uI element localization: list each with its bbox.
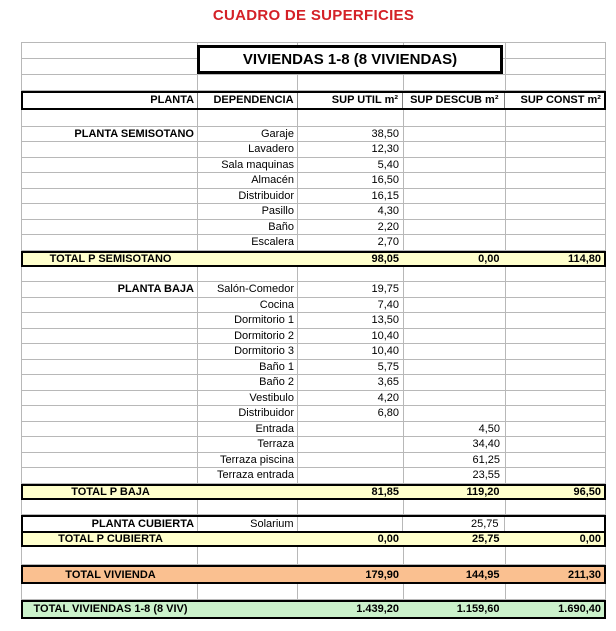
planta-cell [22, 142, 198, 157]
sup-const-cell [506, 127, 606, 142]
header-dependencia: DEPENDENCIA [198, 93, 297, 108]
sup-util-cell: 12,30 [298, 142, 404, 157]
spacer-row [21, 584, 606, 600]
planta-cell [22, 360, 198, 375]
sup-const-cell [506, 204, 606, 219]
sup-const-cell [506, 110, 606, 126]
spacer-row [21, 75, 606, 91]
header-planta: PLANTA [23, 93, 198, 108]
sup-util-cell [298, 468, 404, 483]
sup-descub-cell: 25,75 [471, 533, 500, 545]
group-header-box [197, 45, 503, 74]
planta-cell [22, 313, 198, 328]
table-row [21, 515, 606, 531]
sup-util-cell: 2,20 [298, 220, 404, 235]
dependencia-cell: Distribuidor [198, 406, 298, 421]
sup-descub-cell: 34,40 [404, 437, 506, 452]
dependencia-cell: Dormitorio 3 [198, 344, 298, 359]
sup-const-cell [505, 517, 604, 531]
sup-util-cell: 16,15 [298, 189, 404, 204]
sup-descub-cell [404, 220, 506, 235]
sup-descub-cell [404, 173, 506, 188]
sup-const-cell: 211,30 [567, 568, 601, 581]
sup-const-cell [506, 173, 606, 188]
planta-cell: PLANTA CUBIERTA [23, 517, 198, 531]
sup-util-cell [298, 110, 404, 126]
sup-util-cell: 10,40 [298, 329, 404, 344]
planta-cell [22, 329, 198, 344]
sup-util-cell: 4,20 [298, 391, 404, 406]
planta-cell [22, 344, 198, 359]
header-sup-descub: SUP DESCUB m² [403, 93, 504, 108]
sup-const-cell: 114,80 [567, 252, 601, 265]
sup-descub-cell [404, 142, 506, 157]
sup-const-cell [506, 406, 606, 421]
sup-descub-cell: 0,00 [478, 252, 500, 265]
table-row [21, 204, 606, 220]
sup-util-cell [298, 422, 404, 437]
sup-const-cell [506, 468, 606, 483]
planta-cell [22, 110, 198, 126]
sup-util-cell [298, 584, 404, 599]
dependencia-cell: Vestibulo [198, 391, 298, 406]
dependencia-cell: Lavadero [198, 142, 298, 157]
dependencia-cell [198, 253, 297, 265]
table-row [21, 142, 606, 158]
sup-const-cell [506, 344, 606, 359]
table-row [21, 173, 606, 189]
sup-util-cell [298, 500, 404, 515]
table-row [21, 344, 606, 360]
table-row [21, 360, 606, 376]
dependencia-cell [198, 602, 297, 617]
group-header-label: VIVIENDAS 1-8 (8 VIVIENDAS) [242, 51, 458, 68]
sup-util-cell: 7,40 [298, 298, 404, 313]
dependencia-cell: Salón-Comedor [198, 282, 298, 297]
sup-const-cell [506, 313, 606, 328]
planta-cell [22, 422, 198, 437]
sup-descub-cell [404, 584, 506, 599]
dependencia-cell [198, 267, 298, 282]
table-row [21, 298, 606, 314]
page-title: CUADRO DE SUPERFICIES [212, 7, 415, 24]
sup-util-cell [298, 453, 404, 468]
sup-util-cell: 3,65 [298, 375, 404, 390]
dependencia-cell: Escalera [198, 235, 298, 250]
sup-const-cell [506, 298, 606, 313]
dependencia-cell [198, 533, 297, 545]
spacer-row [21, 267, 606, 283]
planta-cell [22, 375, 198, 390]
table-row [21, 235, 606, 251]
sup-const-cell: 1.690,40 [558, 603, 601, 615]
sup-const-cell [506, 584, 606, 599]
total-row [21, 600, 606, 619]
sup-descub-cell: 1.159,60 [456, 603, 500, 615]
dependencia-cell [198, 567, 297, 582]
sup-descub-cell [404, 267, 506, 282]
sup-const-cell [506, 453, 606, 468]
total-label-cell: TOTAL P CUBIERTA [58, 533, 163, 545]
dependencia-cell [198, 110, 298, 126]
planta-cell [22, 468, 198, 483]
sup-descub-cell [404, 344, 506, 359]
table-row [21, 375, 606, 391]
header-sup-util: SUP UTIL m² [298, 93, 403, 108]
sup-const-cell [506, 437, 606, 452]
planta-cell [22, 391, 198, 406]
planta-cell [22, 406, 198, 421]
planta-cell [22, 267, 198, 282]
sup-descub-cell [404, 313, 506, 328]
sup-util-cell: 19,75 [298, 282, 404, 297]
sup-util-cell: 0,00 [377, 533, 400, 545]
sup-descub-cell [404, 235, 506, 250]
table-row [21, 406, 606, 422]
planta-cell [22, 298, 198, 313]
sup-descub-cell [404, 158, 506, 173]
planta-cell: PLANTA SEMISOTANO [22, 127, 198, 142]
total-row [21, 565, 606, 584]
header-sup-const: SUP CONST m² [520, 94, 601, 106]
planta-cell [22, 189, 198, 204]
dependencia-cell: Distribuidor [198, 189, 298, 204]
sup-descub-cell [404, 204, 506, 219]
planta-cell [22, 235, 198, 250]
sup-const-cell [506, 220, 606, 235]
dependencia-cell [198, 584, 298, 599]
dependencia-cell: Baño [198, 220, 298, 235]
sup-descub-cell [404, 547, 506, 564]
sup-descub-cell [404, 500, 506, 515]
table-row [21, 282, 606, 298]
sup-util-cell: 13,50 [298, 313, 404, 328]
planta-cell [22, 453, 198, 468]
sup-const-cell [506, 282, 606, 297]
sup-util-cell: 1.439,20 [356, 603, 400, 615]
sup-descub-cell [404, 329, 506, 344]
sup-util-cell [298, 547, 404, 564]
sup-const-cell: 96,50 [573, 485, 601, 498]
sup-descub-cell [404, 110, 506, 126]
dependencia-cell: Cocina [198, 298, 298, 313]
table-row [21, 468, 606, 484]
dependencia-cell: Dormitorio 2 [198, 329, 298, 344]
sup-util-cell [298, 517, 403, 531]
sup-descub-cell [404, 282, 506, 297]
table-row [21, 422, 606, 438]
sup-util-cell: 16,50 [298, 173, 404, 188]
total-row [21, 484, 606, 500]
sup-descub-cell: 144,95 [465, 568, 500, 581]
sup-util-cell: 179,90 [365, 568, 400, 581]
sup-const-cell [506, 142, 606, 157]
planta-cell [22, 204, 198, 219]
sup-const-cell [506, 158, 606, 173]
sup-util-cell: 2,70 [298, 235, 404, 250]
dependencia-cell [198, 486, 297, 498]
table-row [21, 220, 606, 236]
total-label-cell: TOTAL VIVIENDAS 1-8 (8 VIV) [33, 603, 188, 615]
dependencia-cell: Solarium [198, 517, 297, 531]
total-label-cell: TOTAL VIVIENDA [65, 568, 156, 581]
sup-const-cell [506, 235, 606, 250]
dependencia-cell: Almacén [198, 173, 298, 188]
sup-const-cell [506, 267, 606, 282]
sup-descub-cell: 25,75 [403, 517, 504, 531]
sup-util-cell: 6,80 [298, 406, 404, 421]
dependencia-cell [198, 547, 298, 564]
total-row [21, 531, 606, 547]
dependencia-cell: Baño 1 [198, 360, 298, 375]
dependencia-cell: Sala maquinas [198, 158, 298, 173]
table-row [21, 453, 606, 469]
dependencia-cell: Dormitorio 1 [198, 313, 298, 328]
planta-cell [22, 500, 198, 515]
sup-descub-cell: 119,20 [466, 485, 500, 498]
sup-const-cell [506, 360, 606, 375]
spacer-row [21, 547, 606, 565]
sup-util-cell: 5,40 [298, 158, 404, 173]
sup-descub-cell [404, 360, 506, 375]
sup-descub-cell [404, 375, 506, 390]
total-label-cell: TOTAL P BAJA [71, 485, 150, 498]
sup-util-cell [298, 437, 404, 452]
sup-descub-cell: 23,55 [404, 468, 506, 483]
planta-cell [22, 173, 198, 188]
planta-cell [22, 547, 198, 564]
sup-util-cell: 5,75 [298, 360, 404, 375]
dependencia-cell [198, 500, 298, 515]
surface-table [21, 42, 606, 619]
sup-util-cell: 4,30 [298, 204, 404, 219]
table-row [21, 391, 606, 407]
sup-descub-cell [404, 189, 506, 204]
dependencia-cell: Terraza piscina [198, 453, 298, 468]
dependencia-cell: Pasillo [198, 204, 298, 219]
sup-util-cell: 38,50 [298, 127, 404, 142]
planta-cell [22, 584, 198, 599]
sup-const-cell [506, 189, 606, 204]
table-body [21, 110, 606, 619]
dependencia-cell: Terraza [198, 437, 298, 452]
spacer-row [21, 110, 606, 127]
sup-descub-cell: 61,25 [404, 453, 506, 468]
sup-util-cell: 81,85 [371, 485, 400, 498]
spacer-row [21, 500, 606, 516]
table-row [21, 158, 606, 174]
sup-const-cell [506, 547, 606, 564]
planta-cell [22, 158, 198, 173]
dependencia-cell: Garaje [198, 127, 298, 142]
planta-cell [22, 220, 198, 235]
dependencia-cell: Entrada [198, 422, 298, 437]
total-label-cell: TOTAL P SEMISOTANO [49, 252, 172, 265]
sup-const-cell [506, 391, 606, 406]
sup-descub-cell [404, 298, 506, 313]
sup-util-cell: 98,05 [371, 252, 400, 265]
sup-descub-cell [404, 406, 506, 421]
planta-cell: PLANTA BAJA [22, 282, 198, 297]
sup-const-cell [506, 375, 606, 390]
sup-const-cell [506, 500, 606, 515]
table-header-row [21, 91, 606, 110]
sup-const-cell: 0,00 [579, 533, 601, 545]
sup-util-cell [298, 267, 404, 282]
planta-cell [22, 437, 198, 452]
table-row [21, 437, 606, 453]
table-row [21, 329, 606, 345]
dependencia-cell: Baño 2 [198, 375, 298, 390]
sup-util-cell: 10,40 [298, 344, 404, 359]
sup-descub-cell [404, 127, 506, 142]
table-row [21, 313, 606, 329]
sup-descub-cell: 4,50 [404, 422, 506, 437]
table-row [21, 127, 606, 143]
sup-const-cell [506, 329, 606, 344]
sup-const-cell [506, 422, 606, 437]
total-row [21, 251, 606, 267]
table-row [21, 189, 606, 205]
dependencia-cell: Terraza entrada [198, 468, 298, 483]
sup-descub-cell [404, 391, 506, 406]
